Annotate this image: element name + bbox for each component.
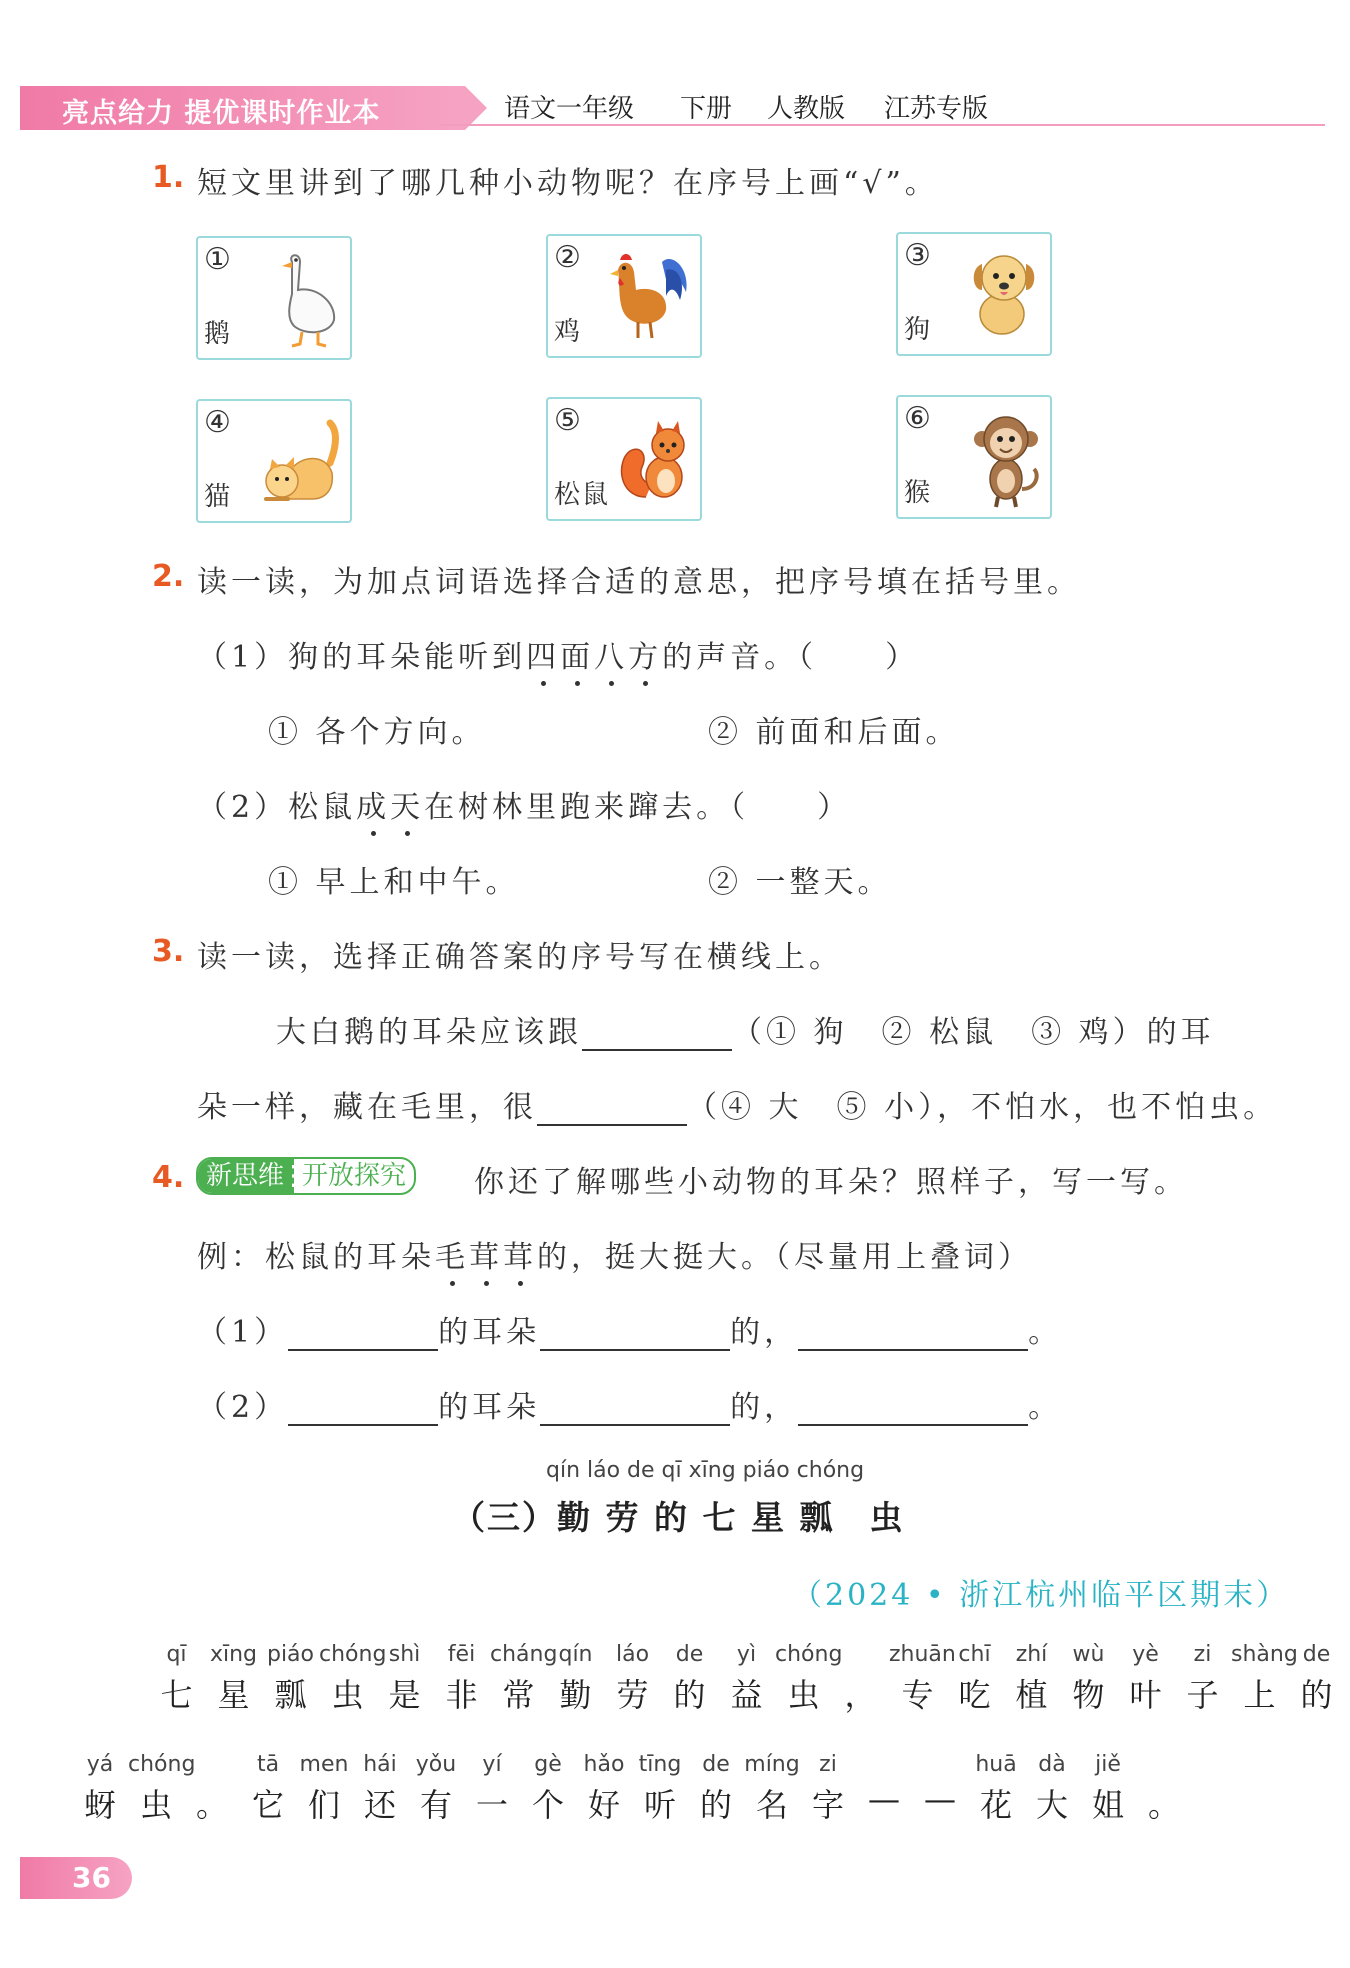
hanzi-char: 姐	[1091, 1786, 1124, 1824]
pinyin-syllable: piáo	[266, 1642, 315, 1667]
card-number[interactable]: ④	[204, 405, 231, 440]
q2-sentence-2	[197, 782, 851, 826]
pinyin-syllable: qī	[166, 1642, 187, 1667]
emphasis-char: 八	[594, 632, 628, 676]
passage-char	[1060, 1642, 1117, 1716]
q2-s2-option-2: ② 一整天。	[708, 865, 892, 900]
pinyin-syllable: xīng	[209, 1642, 258, 1667]
hanzi-char: 劳	[616, 1676, 649, 1714]
passage-char	[1117, 1642, 1174, 1716]
passage-char	[184, 1752, 240, 1826]
passage-char	[1231, 1642, 1298, 1716]
pinyin-syllable: gè	[534, 1752, 562, 1777]
pinyin-syllable: qín	[558, 1642, 593, 1667]
passage-char	[661, 1642, 718, 1716]
passage-char	[262, 1642, 319, 1716]
hanzi-char: 虫	[139, 1786, 172, 1824]
animal-card-squirrel[interactable]	[546, 397, 702, 521]
badge-label-1: 新思维	[198, 1159, 292, 1193]
hanzi-char: 非	[445, 1676, 478, 1714]
row-text: 。	[1028, 1390, 1063, 1425]
page-number: 36	[20, 1857, 132, 1899]
row-text: 的，	[730, 1390, 799, 1425]
q2-number: 2.	[152, 559, 185, 594]
passage-char	[1174, 1642, 1231, 1716]
animal-card-goose[interactable]	[196, 236, 352, 360]
pinyin-syllable	[912, 1752, 968, 1780]
card-name: 猫	[204, 482, 233, 512]
q3-line-2	[197, 1082, 1277, 1126]
pinyin-syllable: chóng	[319, 1642, 387, 1667]
header-volume: 下册	[680, 94, 733, 124]
q3-line-1	[276, 1007, 1215, 1051]
hanzi-char: 的	[699, 1786, 732, 1824]
book-title: 亮点给力 提优课时作业本	[62, 98, 381, 129]
row-index: （2）	[197, 1390, 289, 1425]
row-text: 。	[1028, 1315, 1063, 1350]
new-thinking-badge	[196, 1157, 416, 1195]
pinyin-syllable: yǒu	[415, 1752, 457, 1777]
hanzi-char: 上	[1243, 1676, 1276, 1714]
header-edition: 人教版	[767, 94, 846, 124]
card-name: 鹅	[204, 319, 233, 349]
card-name: 鸡	[554, 317, 583, 347]
pinyin-syllable: chóng	[775, 1642, 843, 1667]
q4-example	[197, 1232, 1032, 1276]
hanzi-char: 字	[811, 1786, 844, 1824]
passage-char	[968, 1752, 1024, 1826]
card-name: 猴	[904, 478, 933, 508]
card-name: 狗	[904, 315, 933, 345]
pinyin-syllable: shì	[388, 1642, 421, 1667]
passage-char	[1024, 1752, 1080, 1826]
passage-char	[912, 1752, 968, 1818]
hanzi-char: 常	[502, 1676, 535, 1714]
hanzi-char: 益	[730, 1676, 763, 1714]
row-index: （1）	[197, 1315, 289, 1350]
pinyin-syllable: huā	[975, 1752, 1017, 1777]
passage-char	[205, 1642, 262, 1716]
passage-char	[1080, 1752, 1136, 1826]
card-number[interactable]: ③	[904, 238, 931, 273]
hanzi-char: 听	[643, 1786, 676, 1824]
q4-row-1	[197, 1307, 1062, 1351]
pinyin-syllable: hǎo	[583, 1752, 625, 1777]
emphasis-char: 成	[356, 782, 390, 826]
answer-blank[interactable]	[798, 1313, 1028, 1351]
hanzi-char: 它	[251, 1786, 284, 1824]
passage-char	[1136, 1752, 1192, 1826]
card-name: 松鼠	[554, 480, 611, 510]
q4-row-2	[197, 1382, 1062, 1426]
pinyin-syllable	[184, 1752, 240, 1780]
hanzi-char: 有	[419, 1786, 452, 1824]
hanzi-char: 瓢	[274, 1676, 307, 1714]
hanzi-char: 们	[307, 1786, 340, 1824]
q4-example-post: 的，挺大挺大。（尽量用上叠词）	[537, 1240, 1032, 1275]
section-title: （三）勤 劳 的 七 星 瓢 虫	[452, 1498, 905, 1537]
pinyin-syllable: chóng	[128, 1752, 196, 1777]
q3-l1-choices: （① 狗 ② 松鼠 ③ 鸡）的耳	[732, 1015, 1215, 1050]
hanzi-char: —	[868, 1780, 900, 1818]
emphasis-char: 茸	[469, 1232, 503, 1276]
passage-char	[352, 1752, 408, 1826]
row-text: 的耳朵	[438, 1390, 541, 1425]
pinyin-syllable: cháng	[490, 1642, 558, 1667]
monkey-icon	[970, 409, 1042, 509]
passage-char	[946, 1642, 1003, 1716]
q2-prompt: 读一读，为加点词语选择合适的意思，把序号填在括号里。	[197, 565, 1081, 600]
passage-char	[319, 1642, 387, 1716]
hanzi-char: 虫	[331, 1676, 364, 1714]
passage-char	[576, 1752, 632, 1826]
answer-blank[interactable]	[540, 1388, 730, 1426]
answer-blank[interactable]	[288, 1388, 438, 1426]
pinyin-syllable: de	[702, 1752, 730, 1777]
passage-char	[1003, 1642, 1060, 1716]
animal-card-dog[interactable]	[896, 232, 1052, 356]
answer-blank[interactable]	[582, 1013, 732, 1051]
passage-char	[856, 1752, 912, 1818]
emphasis-char: 天	[390, 782, 424, 826]
answer-blank[interactable]	[540, 1313, 730, 1351]
pinyin-syllable: de	[1302, 1642, 1331, 1667]
hanzi-char: 蚜	[83, 1786, 116, 1824]
header-subject: 语文一年级	[504, 94, 635, 124]
hanzi-char: 个	[531, 1786, 564, 1824]
hanzi-char: 子	[1186, 1676, 1219, 1714]
pinyin-syllable: yí	[482, 1752, 502, 1777]
passage-char	[376, 1642, 433, 1716]
pinyin-syllable: yì	[736, 1642, 757, 1667]
rooster-icon	[606, 248, 692, 344]
hanzi-char: 七	[160, 1676, 193, 1714]
passage-char	[72, 1752, 128, 1826]
hanzi-char: 名	[755, 1786, 788, 1824]
q2-s1-option-1: ① 各个方向。	[268, 715, 486, 750]
passage-char	[547, 1642, 604, 1716]
emphasis-char: 方	[628, 632, 662, 676]
emphasis-char: 茸	[503, 1232, 537, 1276]
hanzi-char: 大	[1035, 1786, 1068, 1824]
badge-label-2: 开放探究	[292, 1159, 414, 1193]
hanzi-char: 物	[1072, 1676, 1105, 1714]
passage-char	[832, 1642, 889, 1716]
q2-sentence-1	[197, 632, 919, 676]
passage-char	[1288, 1642, 1345, 1716]
card-number[interactable]: ①	[204, 242, 231, 277]
q1-prompt: 短文里讲到了哪几种小动物呢？在序号上画“√”。	[197, 166, 939, 201]
q2-s2-pre: （2）松鼠	[197, 790, 357, 825]
passage-char	[889, 1642, 956, 1716]
q2-s1-pre: （1）狗的耳朵能听到	[197, 640, 527, 675]
animal-card-rooster[interactable]	[546, 234, 702, 358]
source-note: （2024 • 浙江杭州临平区期末）	[792, 1578, 1290, 1613]
emphasis-char: 四	[526, 632, 560, 676]
pinyin-syllable: míng	[744, 1752, 800, 1777]
pinyin-syllable: shàng	[1231, 1642, 1298, 1667]
hanzi-char: 。	[1147, 1786, 1180, 1824]
q3-l1-text: 大白鹅的耳朵应该跟	[276, 1015, 582, 1050]
q1-number: 1.	[152, 160, 185, 195]
q2-s1-option-2: ② 前面和后面。	[708, 715, 960, 750]
cat-icon	[260, 413, 342, 509]
q3-number: 3.	[152, 934, 185, 969]
squirrel-icon	[616, 411, 692, 507]
emphasis-char: 面	[560, 632, 594, 676]
hanzi-char: —	[924, 1780, 956, 1818]
q4-prompt: 你还了解哪些小动物的耳朵？照样子，写一写。	[474, 1165, 1188, 1200]
hanzi-char: 。	[195, 1786, 228, 1824]
hanzi-char: 一	[475, 1786, 508, 1824]
passage-char	[240, 1752, 296, 1826]
answer-blank[interactable]	[537, 1088, 687, 1126]
pinyin-syllable	[832, 1642, 889, 1670]
passage-char	[128, 1752, 196, 1826]
passage-char	[718, 1642, 775, 1716]
card-number[interactable]: ⑥	[904, 401, 931, 436]
q3-l2-text: 朵一样，藏在毛里，很	[197, 1090, 537, 1125]
card-number[interactable]: ②	[554, 240, 581, 275]
answer-blank[interactable]	[288, 1313, 438, 1351]
pinyin-syllable: zhuān	[889, 1642, 956, 1667]
row-text: 的，	[730, 1315, 799, 1350]
hanzi-char: 是	[388, 1676, 421, 1714]
pinyin-syllable: fēi	[447, 1642, 476, 1667]
pinyin-syllable	[1136, 1752, 1192, 1780]
card-number[interactable]: ⑤	[554, 403, 581, 438]
hanzi-char: 叶	[1129, 1676, 1162, 1714]
passage-char	[148, 1642, 205, 1716]
header-region: 江苏专版	[884, 94, 989, 124]
pinyin-syllable: láo	[615, 1642, 650, 1667]
row-text: 的耳朵	[438, 1315, 541, 1350]
passage-char	[433, 1642, 490, 1716]
passage-char	[464, 1752, 520, 1826]
hanzi-char: 花	[979, 1786, 1012, 1824]
pinyin-syllable: chī	[958, 1642, 991, 1667]
pinyin-syllable: jiě	[1095, 1752, 1121, 1777]
passage-char	[520, 1752, 576, 1826]
q2-s2-option-1: ① 早上和中午。	[268, 865, 520, 900]
dog-icon	[966, 246, 1042, 342]
passage-char	[632, 1752, 688, 1826]
pinyin-syllable: wù	[1072, 1642, 1105, 1667]
header-divider	[440, 124, 1325, 126]
answer-parentheses[interactable]: 在树林里跑来蹿去。（ ）	[424, 790, 852, 825]
hanzi-char: 还	[363, 1786, 396, 1824]
hanzi-char: 的	[673, 1676, 706, 1714]
pinyin-syllable	[856, 1752, 912, 1780]
passage-char	[744, 1752, 800, 1826]
animal-card-monkey[interactable]	[896, 395, 1052, 519]
hanzi-char: 专	[901, 1676, 934, 1714]
passage-char	[775, 1642, 843, 1716]
hanzi-char: ，	[844, 1676, 877, 1714]
section-pinyin: qín láo de qī xīng piáo chóng	[546, 1458, 865, 1483]
hanzi-char: 勤	[559, 1676, 592, 1714]
hanzi-char: 吃	[958, 1676, 991, 1714]
pinyin-syllable: tīng	[638, 1752, 682, 1777]
pinyin-syllable: zi	[1193, 1642, 1212, 1667]
passage-char	[604, 1642, 661, 1716]
hanzi-char: 虫	[787, 1676, 820, 1714]
pinyin-syllable: yè	[1132, 1642, 1159, 1667]
pinyin-syllable: tā	[256, 1752, 280, 1777]
passage-char	[408, 1752, 464, 1826]
q3-l2-choices: （④ 大 ⑤ 小），不怕水，也不怕虫。	[687, 1090, 1278, 1125]
hanzi-char: 星	[217, 1676, 250, 1714]
pinyin-syllable: hái	[363, 1752, 397, 1777]
answer-parentheses[interactable]: 的声音。（ ）	[662, 640, 920, 675]
pinyin-syllable: yá	[86, 1752, 114, 1777]
animal-card-cat[interactable]	[196, 399, 352, 523]
hanzi-char: 的	[1300, 1676, 1333, 1714]
goose-icon	[270, 250, 342, 348]
pinyin-syllable: de	[675, 1642, 704, 1667]
answer-blank[interactable]	[798, 1388, 1028, 1426]
pinyin-syllable: zhí	[1015, 1642, 1048, 1667]
pinyin-syllable: men	[299, 1752, 349, 1777]
pinyin-syllable: dà	[1038, 1752, 1066, 1777]
pinyin-syllable: zi	[819, 1752, 837, 1777]
hanzi-char: 好	[587, 1786, 620, 1824]
passage-char	[490, 1642, 558, 1716]
passage-char	[296, 1752, 352, 1826]
hanzi-char: 植	[1015, 1676, 1048, 1714]
passage-char	[800, 1752, 856, 1826]
passage-char	[688, 1752, 744, 1826]
q3-prompt: 读一读，选择正确答案的序号写在横线上。	[197, 940, 843, 975]
q4-example-pre: 例：松鼠的耳朵	[197, 1240, 435, 1275]
emphasis-char: 毛	[435, 1232, 469, 1276]
q4-number: 4.	[152, 1160, 185, 1195]
